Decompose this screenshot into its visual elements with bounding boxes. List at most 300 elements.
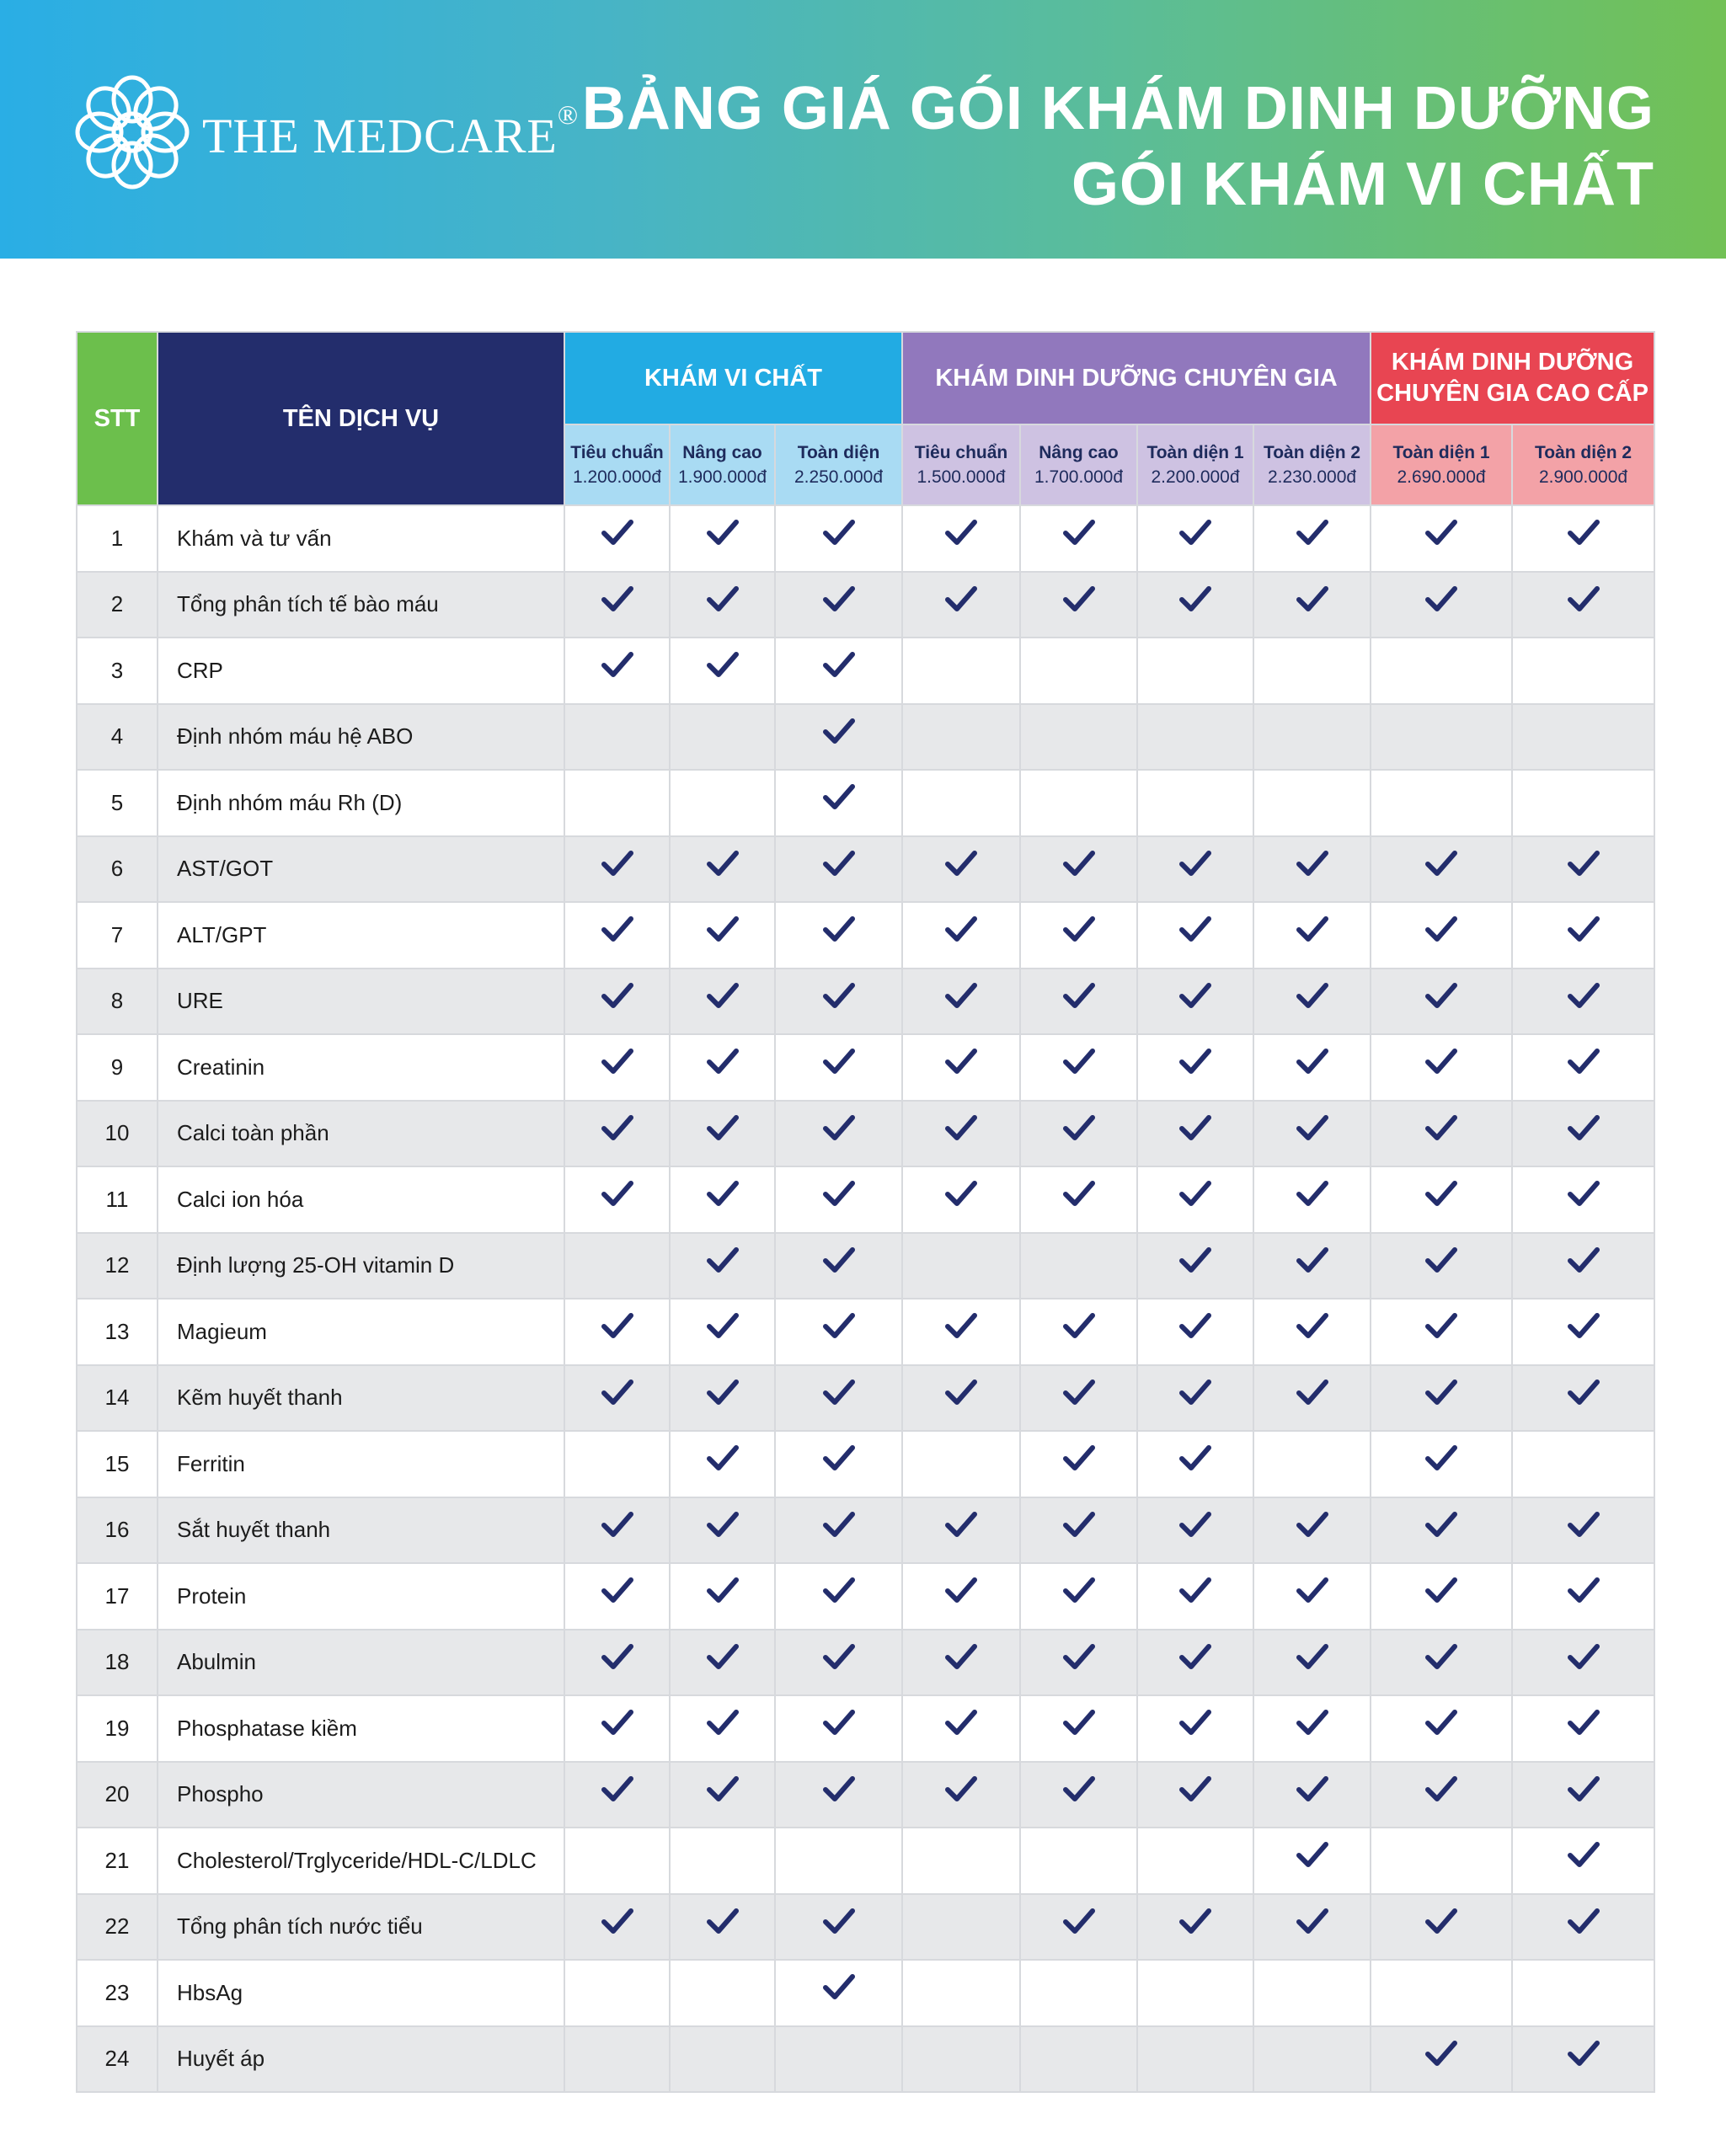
check-cell [1253, 1894, 1371, 1961]
check-cell [902, 1431, 1020, 1497]
checkmark-icon [1179, 1312, 1211, 1341]
checkmark-icon [1179, 1908, 1211, 1936]
checkmark-icon [601, 1312, 633, 1341]
check-cell [1371, 1034, 1512, 1101]
checkmark-icon [1296, 1180, 1328, 1209]
row-number: 17 [77, 1563, 158, 1630]
checkmark-icon [1425, 1180, 1457, 1209]
checkmark-icon [1568, 1048, 1600, 1076]
check-cell [670, 770, 775, 836]
check-cell [1253, 1828, 1371, 1894]
check-cell [564, 1762, 670, 1828]
checkmark-icon [945, 1511, 977, 1540]
checkmark-icon [1568, 982, 1600, 1011]
check-cell [1020, 1960, 1137, 2026]
table-row [77, 1497, 1654, 1564]
checkmark-icon [1179, 1114, 1211, 1143]
checkmark-icon [823, 1180, 855, 1209]
checkmark-icon [1425, 1511, 1457, 1540]
check-cell [564, 1233, 670, 1299]
row-number: 2 [77, 572, 158, 638]
check-cell [775, 505, 902, 572]
checkmark-icon [1063, 1511, 1095, 1540]
package-price: 1.200.000đ [572, 467, 662, 487]
check-cell [564, 1828, 670, 1894]
check-cell [1371, 969, 1512, 1035]
check-cell [775, 1695, 902, 1762]
checkmark-icon [823, 519, 855, 547]
package-header [564, 424, 670, 505]
package-name: Toàn diện [797, 443, 880, 462]
checkmark-icon [823, 1775, 855, 1804]
check-cell [1512, 638, 1654, 704]
check-cell [1137, 836, 1253, 903]
check-cell [775, 572, 902, 638]
check-cell [1253, 1233, 1371, 1299]
check-cell [1253, 1563, 1371, 1630]
row-number: 4 [77, 704, 158, 771]
checkmark-icon [1179, 1577, 1211, 1605]
check-cell [670, 572, 775, 638]
check-cell [902, 1828, 1020, 1894]
checkmark-icon [1568, 1709, 1600, 1737]
brand-name: THE MEDCARE® [202, 99, 580, 163]
check-cell [1020, 1034, 1137, 1101]
checkmark-icon [1063, 1048, 1095, 1076]
checkmark-icon [1179, 850, 1211, 878]
package-name: Toàn diện 1 [1392, 443, 1490, 462]
check-cell [564, 505, 670, 572]
check-cell [1137, 1101, 1253, 1167]
check-cell [564, 1166, 670, 1233]
checkmark-icon [1568, 850, 1600, 878]
check-cell [902, 1630, 1020, 1696]
price-table [76, 331, 1655, 2093]
checkmark-icon [601, 1709, 633, 1737]
check-cell [1137, 770, 1253, 836]
check-cell [1020, 1630, 1137, 1696]
package-price: 2.690.000đ [1397, 467, 1486, 487]
checkmark-icon [707, 982, 739, 1011]
checkmark-icon [1179, 1180, 1211, 1209]
service-name: Protein [158, 1563, 564, 1630]
check-cell [670, 1563, 775, 1630]
check-cell [1512, 770, 1654, 836]
check-cell [1371, 836, 1512, 903]
checkmark-icon [1179, 1709, 1211, 1737]
check-cell [902, 1762, 1020, 1828]
table-row [77, 1166, 1654, 1233]
checkmark-icon [1179, 519, 1211, 547]
checkmark-icon [601, 585, 633, 614]
checkmark-icon [601, 519, 633, 547]
check-cell [1512, 1563, 1654, 1630]
row-number: 6 [77, 836, 158, 903]
checkmark-icon [1179, 1511, 1211, 1540]
checkmark-icon [945, 585, 977, 614]
checkmark-icon [1568, 1775, 1600, 1804]
checkmark-icon [707, 1908, 739, 1936]
checkmark-icon [707, 1709, 739, 1737]
check-cell [670, 1431, 775, 1497]
checkmark-icon [1425, 585, 1457, 614]
checkmark-icon [707, 1180, 739, 1209]
row-number: 10 [77, 1101, 158, 1167]
check-cell [564, 1431, 670, 1497]
check-cell [1137, 969, 1253, 1035]
service-name: Khám và tư vấn [158, 505, 564, 572]
check-cell [564, 1894, 670, 1961]
check-cell [1253, 1630, 1371, 1696]
checkmark-icon [1063, 1312, 1095, 1341]
check-cell [775, 1166, 902, 1233]
check-cell [1512, 1894, 1654, 1961]
service-name: Cholesterol/Trglyceride/HDL-C/LDLC [158, 1828, 564, 1894]
check-cell [670, 902, 775, 969]
package-price: 1.700.000đ [1034, 467, 1124, 487]
row-number: 16 [77, 1497, 158, 1564]
check-cell [1371, 1299, 1512, 1365]
service-name: Sắt huyết thanh [158, 1497, 564, 1564]
check-cell [1020, 1431, 1137, 1497]
check-cell [1253, 1497, 1371, 1564]
checkmark-icon [823, 1048, 855, 1076]
package-name: Tiêu chuẩn [570, 443, 664, 462]
service-name: HbsAg [158, 1960, 564, 2026]
row-number: 9 [77, 1034, 158, 1101]
check-cell [1512, 505, 1654, 572]
checkmark-icon [1425, 915, 1457, 944]
checkmark-icon [945, 1775, 977, 1804]
table-row [77, 902, 1654, 969]
check-cell [1253, 2026, 1371, 2093]
check-cell [670, 1166, 775, 1233]
check-cell [1137, 704, 1253, 771]
check-cell [564, 1960, 670, 2026]
checkmark-icon [601, 1908, 633, 1936]
check-cell [1512, 1233, 1654, 1299]
check-cell [670, 1034, 775, 1101]
check-cell [1137, 572, 1253, 638]
check-cell [1253, 836, 1371, 903]
checkmark-icon [1568, 1908, 1600, 1936]
check-cell [1512, 1762, 1654, 1828]
check-cell [1137, 1034, 1253, 1101]
check-cell [564, 638, 670, 704]
package-name: Nâng cao [1039, 443, 1119, 462]
check-cell [1253, 1166, 1371, 1233]
checkmark-icon [707, 651, 739, 680]
checkmark-icon [1568, 1577, 1600, 1605]
table-row [77, 1762, 1654, 1828]
check-cell [1137, 2026, 1253, 2093]
checkmark-icon [945, 1577, 977, 1605]
checkmark-icon [823, 1246, 855, 1275]
check-cell [1512, 1695, 1654, 1762]
check-cell [902, 1365, 1020, 1432]
table-row [77, 704, 1654, 771]
check-cell [1253, 1101, 1371, 1167]
checkmark-icon [601, 1048, 633, 1076]
check-cell [1137, 1695, 1253, 1762]
row-number: 13 [77, 1299, 158, 1365]
package-header [775, 424, 902, 505]
check-cell [1253, 704, 1371, 771]
check-cell [1137, 1431, 1253, 1497]
checkmark-icon [1425, 1114, 1457, 1143]
package-price: 2.250.000đ [794, 467, 884, 487]
table-row [77, 1233, 1654, 1299]
row-number: 22 [77, 1894, 158, 1961]
checkmark-icon [823, 1379, 855, 1407]
check-cell [670, 836, 775, 903]
check-cell [1137, 902, 1253, 969]
check-cell [1371, 1166, 1512, 1233]
check-cell [1137, 1497, 1253, 1564]
check-cell [564, 1365, 670, 1432]
check-cell [564, 1101, 670, 1167]
checkmark-icon [1425, 1312, 1457, 1341]
check-cell [775, 638, 902, 704]
check-cell [1020, 2026, 1137, 2093]
service-name: Calci ion hóa [158, 1166, 564, 1233]
checkmark-icon [945, 1048, 977, 1076]
service-name: Kẽm huyết thanh [158, 1365, 564, 1432]
check-cell [902, 638, 1020, 704]
check-cell [564, 1695, 670, 1762]
service-name: Định nhóm máu hệ ABO [158, 704, 564, 771]
service-name: Phospho [158, 1762, 564, 1828]
check-cell [564, 969, 670, 1035]
check-cell [775, 1563, 902, 1630]
table-row [77, 1828, 1654, 1894]
checkmark-icon [1296, 1775, 1328, 1804]
service-name: Creatinin [158, 1034, 564, 1101]
checkmark-icon [1179, 1379, 1211, 1407]
check-cell [902, 1101, 1020, 1167]
checkmark-icon [823, 1973, 855, 2002]
table-row [77, 770, 1654, 836]
check-cell [902, 1299, 1020, 1365]
checkmark-icon [1568, 1841, 1600, 1870]
checkmark-icon [1425, 1908, 1457, 1936]
check-cell [1020, 505, 1137, 572]
check-cell [670, 1630, 775, 1696]
check-cell [1371, 704, 1512, 771]
row-number: 21 [77, 1828, 158, 1894]
check-cell [1371, 1960, 1512, 2026]
checkmark-icon [945, 1379, 977, 1407]
package-name: Toàn diện 2 [1263, 443, 1361, 462]
table-row [77, 1034, 1654, 1101]
table-row [77, 1365, 1654, 1432]
package-header [670, 424, 775, 505]
check-cell [1371, 1101, 1512, 1167]
checkmark-icon [707, 1048, 739, 1076]
check-cell [1371, 1828, 1512, 1894]
checkmark-icon [945, 1180, 977, 1209]
checkmark-icon [601, 1643, 633, 1672]
check-cell [902, 1166, 1020, 1233]
check-cell [902, 1034, 1020, 1101]
checkmark-icon [1296, 850, 1328, 878]
checkmark-icon [823, 1709, 855, 1737]
check-cell [1512, 1034, 1654, 1101]
check-cell [1253, 1762, 1371, 1828]
checkmark-icon [1296, 1312, 1328, 1341]
check-cell [670, 1828, 775, 1894]
service-name: Phosphatase kiềm [158, 1695, 564, 1762]
checkmark-icon [1425, 1246, 1457, 1275]
row-number: 20 [77, 1762, 158, 1828]
checkmark-icon [1296, 519, 1328, 547]
check-cell [1253, 638, 1371, 704]
check-cell [670, 1695, 775, 1762]
check-cell [1371, 1630, 1512, 1696]
check-cell [1253, 969, 1371, 1035]
checkmark-icon [1296, 1048, 1328, 1076]
check-cell [670, 704, 775, 771]
checkmark-icon [823, 915, 855, 944]
checkmark-icon [601, 1379, 633, 1407]
check-cell [1253, 902, 1371, 969]
row-number: 12 [77, 1233, 158, 1299]
checkmark-icon [707, 1312, 739, 1341]
check-cell [1371, 2026, 1512, 2093]
check-cell [1512, 1960, 1654, 2026]
check-cell [1253, 1365, 1371, 1432]
checkmark-icon [823, 1114, 855, 1143]
check-cell [1512, 1431, 1654, 1497]
checkmark-icon [1296, 1841, 1328, 1870]
check-cell [564, 1630, 670, 1696]
check-cell [1253, 505, 1371, 572]
check-cell [902, 1233, 1020, 1299]
check-cell [1512, 1166, 1654, 1233]
group-header-dinh-duong-chuyen-gia: KHÁM DINH DƯỠNG CHUYÊN GIA [902, 332, 1371, 424]
checkmark-icon [1296, 1511, 1328, 1540]
package-name: Tiêu chuẩn [914, 443, 1008, 462]
checkmark-icon [1063, 585, 1095, 614]
check-cell [775, 1365, 902, 1432]
check-cell [1512, 1630, 1654, 1696]
check-cell [1371, 572, 1512, 638]
check-cell [1512, 969, 1654, 1035]
checkmark-icon [707, 585, 739, 614]
check-cell [1020, 704, 1137, 771]
check-cell [1020, 1563, 1137, 1630]
row-number: 23 [77, 1960, 158, 2026]
checkmark-icon [1568, 1312, 1600, 1341]
check-cell [1020, 572, 1137, 638]
checkmark-icon [707, 1246, 739, 1275]
check-cell [1512, 1299, 1654, 1365]
checkmark-icon [601, 1180, 633, 1209]
check-cell [1020, 638, 1137, 704]
check-cell [1371, 1365, 1512, 1432]
check-cell [902, 704, 1020, 771]
checkmark-icon [1296, 1908, 1328, 1936]
checkmark-icon [707, 1114, 739, 1143]
checkmark-icon [1063, 1379, 1095, 1407]
check-cell [775, 1034, 902, 1101]
checkmark-icon [1063, 1709, 1095, 1737]
check-cell [902, 505, 1020, 572]
check-cell [902, 1894, 1020, 1961]
check-cell [1020, 1497, 1137, 1564]
check-cell [1512, 902, 1654, 969]
check-cell [1020, 1695, 1137, 1762]
medcare-flower-logo-icon [72, 72, 192, 192]
check-cell [1020, 1299, 1137, 1365]
checkmark-icon [945, 1643, 977, 1672]
checkmark-icon [823, 1312, 855, 1341]
service-name: Abulmin [158, 1630, 564, 1696]
checkmark-icon [823, 1908, 855, 1936]
checkmark-icon [707, 1444, 739, 1473]
checkmark-icon [1179, 1643, 1211, 1672]
check-cell [775, 1894, 902, 1961]
check-cell [1371, 770, 1512, 836]
check-cell [775, 2026, 902, 2093]
check-cell [902, 770, 1020, 836]
check-cell [902, 572, 1020, 638]
check-cell [564, 902, 670, 969]
checkmark-icon [601, 850, 633, 878]
package-price: 1.500.000đ [916, 467, 1006, 487]
checkmark-icon [1296, 1709, 1328, 1737]
checkmark-icon [1296, 1379, 1328, 1407]
check-cell [1253, 1034, 1371, 1101]
check-cell [902, 1695, 1020, 1762]
check-cell [1020, 1762, 1137, 1828]
check-cell [1371, 505, 1512, 572]
table-row [77, 836, 1654, 903]
checkmark-icon [1568, 2040, 1600, 2068]
check-cell [1137, 1233, 1253, 1299]
row-number: 1 [77, 505, 158, 572]
table-row [77, 1299, 1654, 1365]
package-price: 2.230.000đ [1267, 467, 1357, 487]
check-cell [1137, 1563, 1253, 1630]
checkmark-icon [707, 1643, 739, 1672]
checkmark-icon [1179, 1775, 1211, 1804]
service-name: CRP [158, 638, 564, 704]
check-cell [670, 1101, 775, 1167]
check-cell [1371, 638, 1512, 704]
checkmark-icon [1568, 519, 1600, 547]
check-cell [564, 2026, 670, 2093]
checkmark-icon [1063, 1180, 1095, 1209]
service-name: Định nhóm máu Rh (D) [158, 770, 564, 836]
checkmark-icon [601, 1511, 633, 1540]
checkmark-icon [945, 1312, 977, 1341]
check-cell [775, 1762, 902, 1828]
check-cell [1253, 770, 1371, 836]
check-cell [1512, 704, 1654, 771]
check-cell [1020, 969, 1137, 1035]
page-title: BẢNG GIÁ GÓI KHÁM DINH DƯỠNG [581, 75, 1654, 142]
check-cell [775, 836, 902, 903]
check-cell [1137, 505, 1253, 572]
check-cell [1020, 1365, 1137, 1432]
checkmark-icon [823, 718, 855, 746]
checkmark-icon [707, 1379, 739, 1407]
checkmark-icon [1296, 982, 1328, 1011]
check-cell [1512, 572, 1654, 638]
check-cell [1020, 902, 1137, 969]
table-row [77, 1563, 1654, 1630]
